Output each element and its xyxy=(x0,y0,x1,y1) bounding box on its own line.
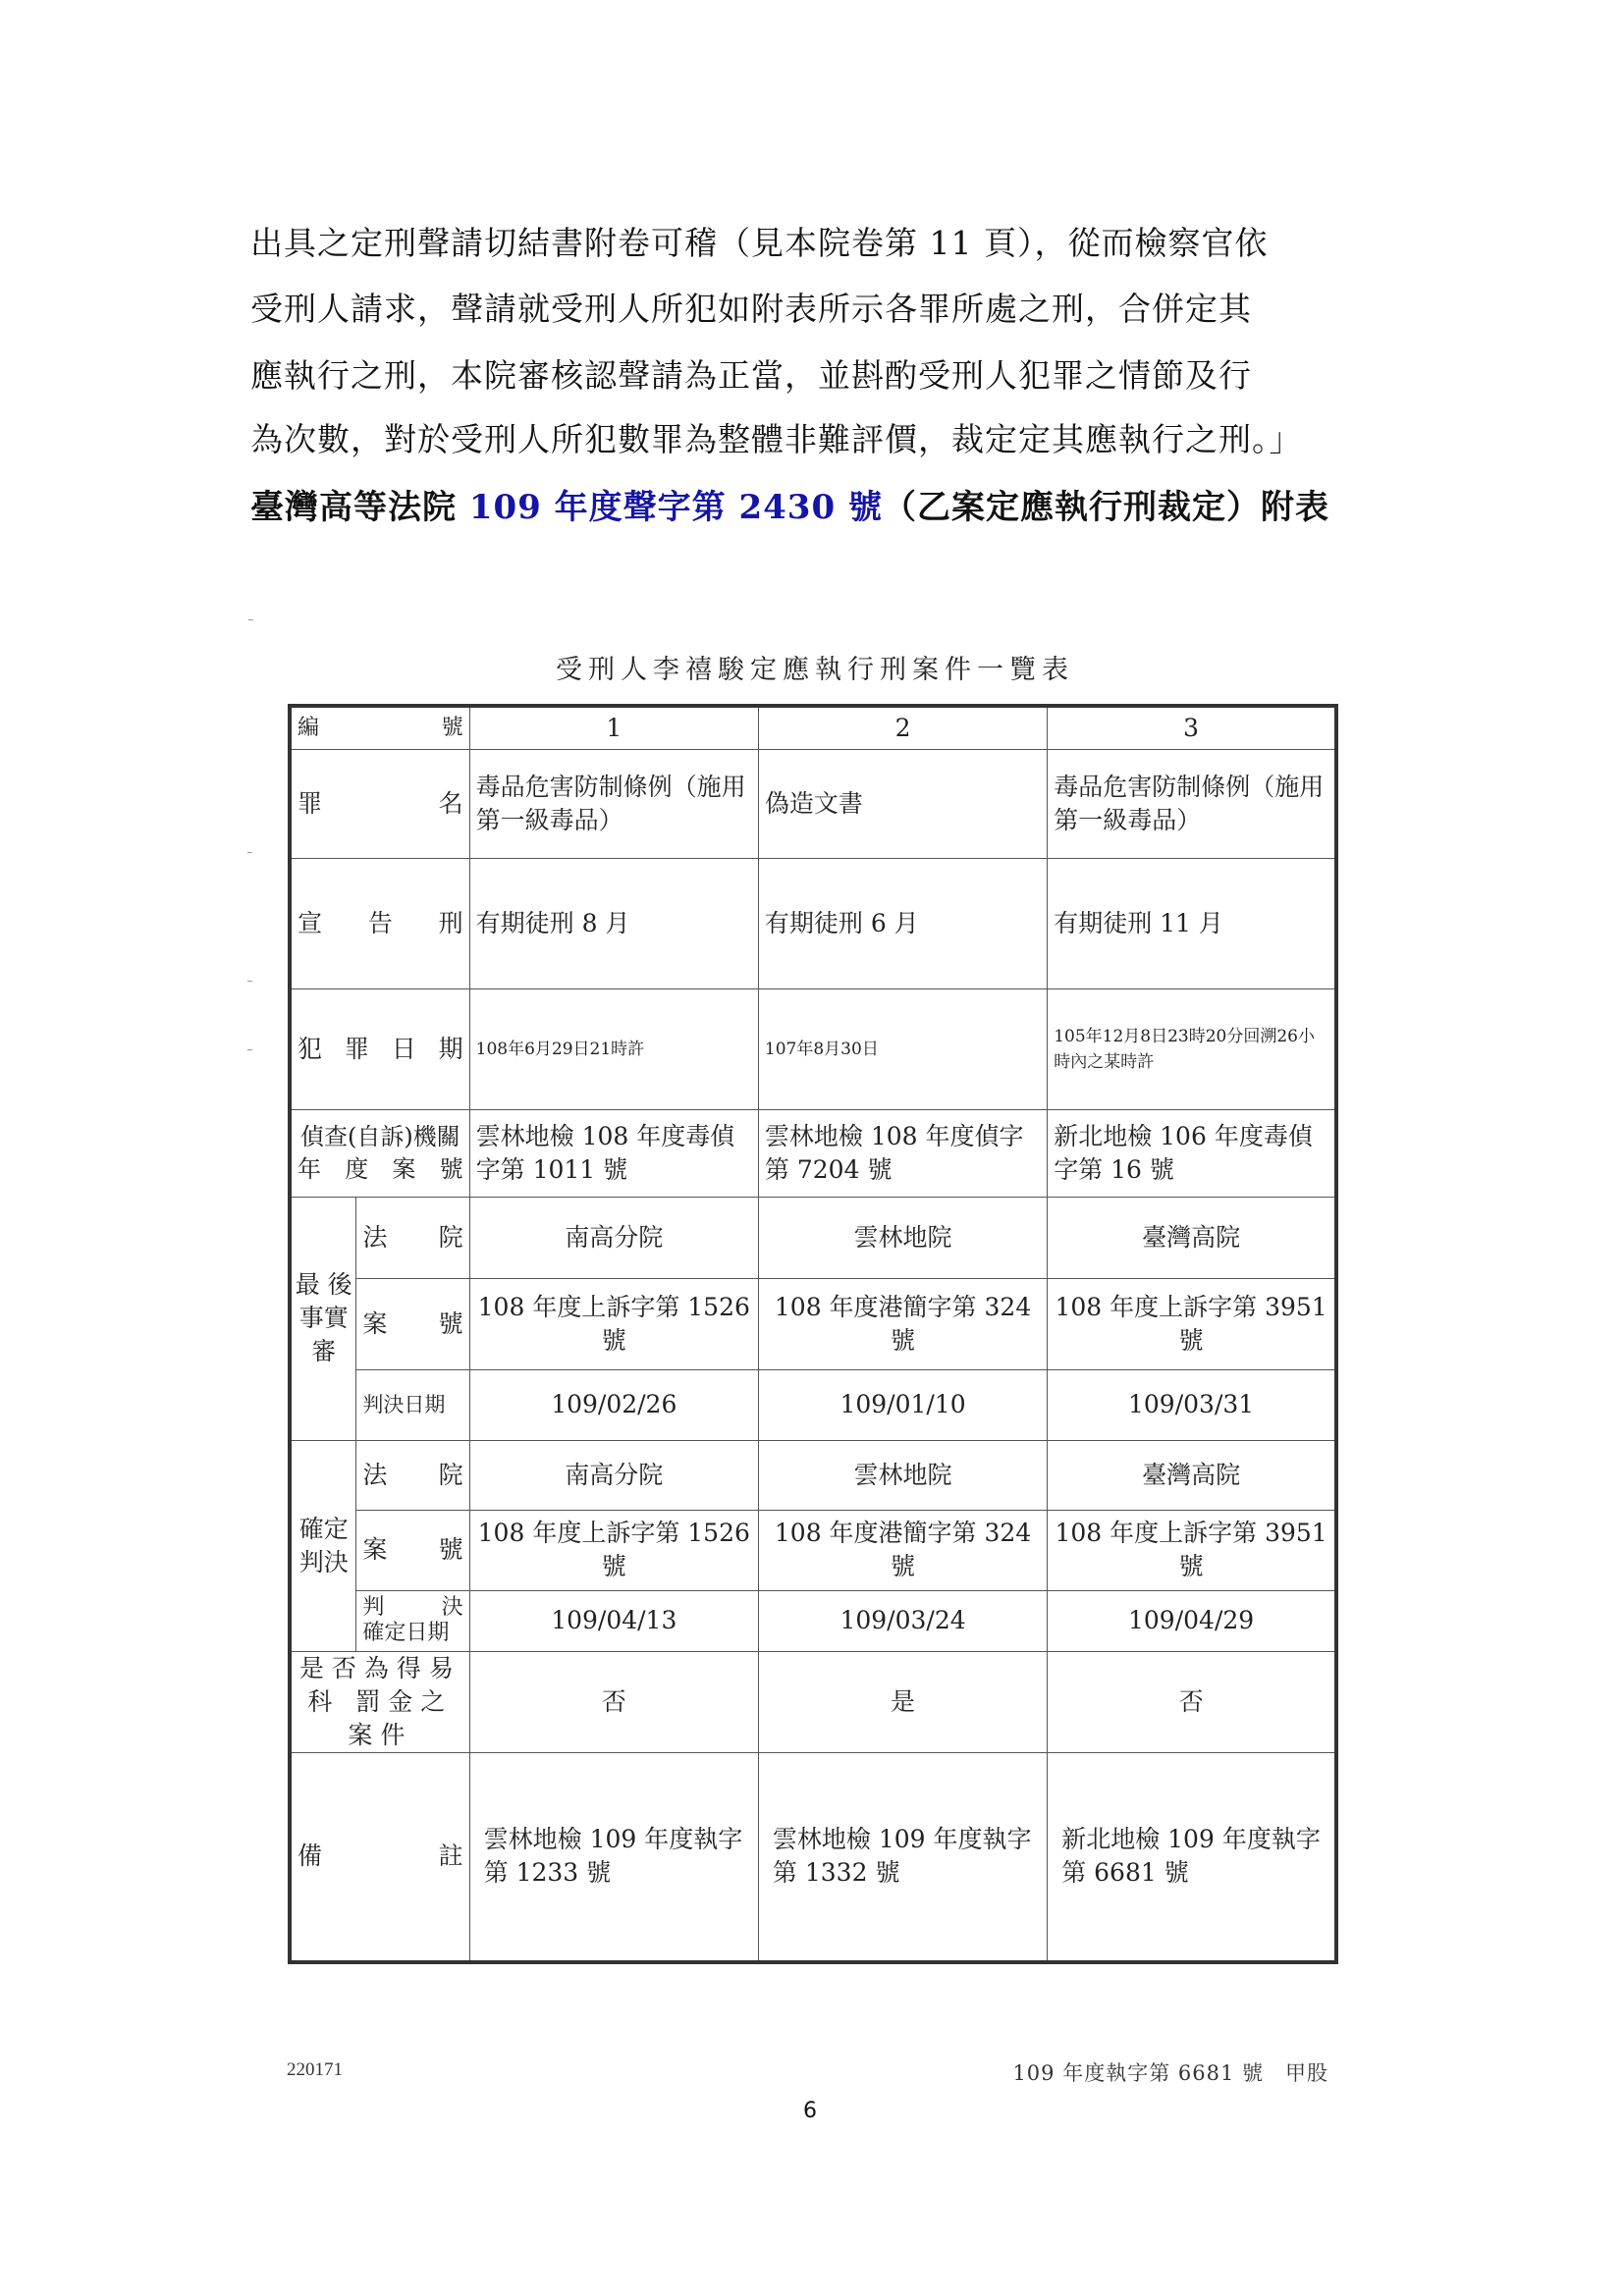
row-label-case-no xyxy=(356,1278,469,1369)
label-char: 院 xyxy=(438,1460,463,1489)
cell-last-trial-court: 雲林地院 xyxy=(758,1197,1047,1278)
cell-final-case-no: 108 年度港簡字第 324 號 xyxy=(758,1510,1047,1590)
table-row-agency-case xyxy=(290,1109,1336,1197)
label-char: 案 xyxy=(362,1535,388,1564)
label-char: 法 xyxy=(362,1222,388,1252)
cell-final-date: 109/03/24 xyxy=(758,1590,1047,1651)
cell-fine-eligible: 是 xyxy=(758,1651,1047,1752)
table-row-final-court xyxy=(290,1440,1336,1510)
table-row-crime xyxy=(290,749,1336,858)
cell-crime-date: 108年6月29日21時許 xyxy=(469,988,758,1109)
label-line: 偵查(自訴)機關 xyxy=(299,1122,460,1150)
cell-remarks: 雲林地檢 109 年度執字第 1233 號 xyxy=(469,1752,758,1962)
cell-last-trial-case-no: 108 年度港簡字第 324 號 xyxy=(758,1278,1047,1369)
cell-agency-case: 雲林地檢 108 年度偵字第 7204 號 xyxy=(758,1109,1047,1197)
cell-agency-case: 新北地檢 106 年度毒偵字第 16 號 xyxy=(1048,1109,1336,1197)
appendix-heading xyxy=(250,488,1329,527)
row-label-final-date xyxy=(356,1590,469,1651)
heading-case-number: 109 年度聲字第 2430 號 xyxy=(468,488,883,527)
label-char: 罪 xyxy=(298,788,323,818)
table-row-final-date xyxy=(290,1590,1336,1651)
table-row-remarks xyxy=(290,1752,1336,1962)
table-row-fine-eligible xyxy=(290,1651,1336,1752)
label-char: 年 xyxy=(298,1154,321,1183)
label-char: 度 xyxy=(345,1154,369,1183)
paragraph-line: 受刑人請求，聲請就受刑人所犯如附表所示各罪所處之刑，合併定其 xyxy=(250,290,1252,328)
cell-final-court: 臺灣高院 xyxy=(1048,1440,1336,1510)
cell-agency-case: 雲林地檢 108 年度毒偵字第 1011 號 xyxy=(469,1109,758,1197)
cell-last-trial-date: 109/03/31 xyxy=(1048,1369,1336,1440)
label-line: 確定日期 xyxy=(362,1621,450,1645)
cell-last-trial-case-no: 108 年度上訴字第 1526 號 xyxy=(469,1278,758,1369)
label-char: 院 xyxy=(438,1222,463,1252)
row-label-crime xyxy=(290,749,469,858)
cell-crime: 毒品危害防制條例（施用第一級毒品） xyxy=(1048,749,1336,858)
cell-remarks: 新北地檢 109 年度執字第 6681 號 xyxy=(1048,1752,1336,1962)
label-char: 號 xyxy=(438,1308,463,1338)
table-row-last-trial-date xyxy=(290,1369,1336,1440)
label-char: 號 xyxy=(438,1535,463,1564)
cell-crime: 毒品危害防制條例（施用第一級毒品） xyxy=(469,749,758,858)
cell-number: 3 xyxy=(1048,706,1336,749)
document-code: 220171 xyxy=(287,2059,343,2080)
label-char: 告 xyxy=(367,908,393,937)
cell-crime-date: 105年12月8日23時20分回溯26小時內之某時許 xyxy=(1048,988,1336,1109)
cell-crime-date: 107年8月30日 xyxy=(758,988,1047,1109)
cell-final-case-no: 108 年度上訴字第 1526 號 xyxy=(469,1510,758,1590)
table-row-crime-date xyxy=(290,988,1336,1109)
cell-number: 2 xyxy=(758,706,1047,749)
cell-final-date: 109/04/13 xyxy=(469,1590,758,1651)
table-row-last-trial-case-no xyxy=(290,1278,1336,1369)
paragraph-line: 出具之定刑聲請切結書附卷可稽（見本院卷第 11 頁），從而檢察官依 xyxy=(250,224,1269,262)
row-label-judgment-date: 判決日期 xyxy=(356,1369,469,1440)
cell-final-date: 109/04/29 xyxy=(1048,1590,1336,1651)
cell-last-trial-court: 南高分院 xyxy=(469,1197,758,1278)
table-row-sentence xyxy=(290,858,1336,988)
label-char: 罪 xyxy=(344,1034,369,1063)
label-char: 刑 xyxy=(438,908,463,937)
row-label-remarks xyxy=(290,1752,469,1962)
label-char: 犯 xyxy=(298,1034,323,1063)
cell-remarks: 雲林地檢 109 年度執字第 1332 號 xyxy=(758,1752,1047,1962)
cell-final-case-no: 108 年度上訴字第 3951 號 xyxy=(1048,1510,1336,1590)
row-label-court xyxy=(356,1440,469,1510)
group-label-last-trial: 最 後 事實審 xyxy=(290,1197,356,1440)
heading-suffix: （乙案定應執行刑裁定）附表 xyxy=(882,488,1329,527)
row-label-agency-case xyxy=(290,1109,469,1197)
cell-sentence: 有期徒刑 8 月 xyxy=(469,858,758,988)
cell-last-trial-date: 109/02/26 xyxy=(469,1369,758,1440)
execution-case-reference: 109 年度執字第 6681 號 甲股 xyxy=(1012,2061,1328,2085)
label-char: 法 xyxy=(362,1460,388,1489)
label-char: 案 xyxy=(392,1154,416,1183)
paragraph-line: 為次數，對於受刑人所犯數罪為整體非難評價，裁定定其應執行之刑。」 xyxy=(250,420,1303,458)
label-char: 號 xyxy=(439,1154,463,1183)
table-row-final-case-no xyxy=(290,1510,1336,1590)
label-char: 號 xyxy=(441,715,463,740)
label-char: 註 xyxy=(438,1842,463,1871)
table-row-number xyxy=(290,706,1336,749)
label-char: 名 xyxy=(438,788,463,818)
group-label-final-judgment: 確定 判決 xyxy=(290,1440,356,1651)
label-char: 期 xyxy=(438,1034,463,1063)
cell-sentence: 有期徒刑 6 月 xyxy=(758,858,1047,988)
paragraph-line: 應執行之刑，本院審核認聲請為正當，並斟酌受刑人犯罪之情節及行 xyxy=(250,356,1252,395)
cell-last-trial-case-no: 108 年度上訴字第 3951 號 xyxy=(1048,1278,1336,1369)
cell-final-court: 雲林地院 xyxy=(758,1440,1047,1510)
row-label-case-no xyxy=(356,1510,469,1590)
label-char: 編 xyxy=(298,715,320,740)
heading-court: 臺灣高等法院 xyxy=(250,488,469,527)
label-char: 判 xyxy=(362,1595,385,1620)
page-number: 6 xyxy=(803,2099,817,2123)
label-char: 備 xyxy=(298,1842,323,1871)
cell-last-trial-court: 臺灣高院 xyxy=(1048,1197,1336,1278)
cell-final-court: 南高分院 xyxy=(469,1440,758,1510)
scan-artifact-mark xyxy=(247,981,252,982)
cell-fine-eligible: 否 xyxy=(1048,1651,1336,1752)
row-label-crime-date xyxy=(290,988,469,1109)
label-char: 日 xyxy=(391,1034,416,1063)
table-title: 受刑人李禧駿定應執行刑案件一覽表 xyxy=(556,655,1074,685)
table-row-last-trial-court xyxy=(290,1197,1336,1278)
cell-last-trial-date: 109/01/10 xyxy=(758,1369,1047,1440)
label-char: 宣 xyxy=(298,908,323,937)
row-label-number xyxy=(290,706,469,749)
cell-fine-eligible: 否 xyxy=(469,1651,758,1752)
row-label-court xyxy=(356,1197,469,1278)
cell-number: 1 xyxy=(469,706,758,749)
label-char: 決 xyxy=(441,1595,463,1620)
scan-artifact-mark xyxy=(247,852,252,853)
label-char: 案 xyxy=(362,1308,388,1338)
cell-crime: 偽造文書 xyxy=(758,749,1047,858)
scan-artifact-mark xyxy=(247,1049,252,1050)
cell-sentence: 有期徒刑 11 月 xyxy=(1048,858,1336,988)
sentence-cases-table xyxy=(288,704,1338,1964)
scan-artifact-mark xyxy=(248,619,253,620)
row-label-fine-eligible: 是否為得易科 罰金之案件 xyxy=(290,1651,469,1752)
row-label-sentence xyxy=(290,858,469,988)
